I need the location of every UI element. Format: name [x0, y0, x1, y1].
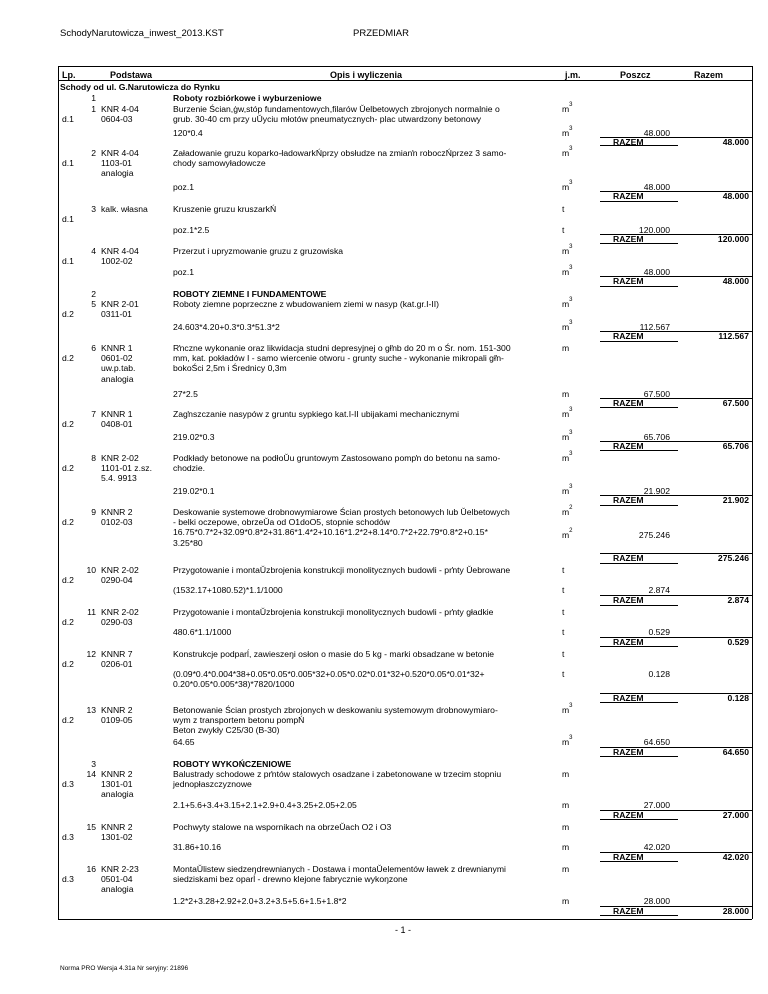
item-calculation: (0.09*0.4*0.004*38+0.05*0.05*0.005*32+0.05*0.02*0.01*32+0.520*0.05*0.01*32+	[173, 669, 485, 679]
item-razem-value: 120.000	[717, 234, 749, 244]
razem-bottom-line	[600, 702, 678, 703]
razem-sum-line	[678, 234, 752, 235]
item-calc-unit: t	[562, 225, 565, 235]
item-calculation: 24.603*4.20+0.3*0.3*51.3*2	[173, 322, 280, 332]
item-number: 13	[86, 705, 96, 715]
item-department: d.1	[62, 256, 74, 267]
item-description: 3.25*80	[173, 537, 203, 548]
item-number: 2	[91, 148, 96, 158]
razem-label: RAZEM	[613, 234, 644, 244]
poszcz-sum-line	[600, 191, 678, 192]
item-calc-unit: m	[562, 842, 570, 852]
razem-label: RAZEM	[613, 398, 644, 408]
item-poszcz-value: 64.650	[643, 737, 670, 747]
item-basis: KNR 4-04	[101, 246, 139, 256]
item-number: 14	[86, 769, 96, 779]
item-razem-value: 2.874	[727, 595, 749, 605]
col-header-jm: j.m.	[565, 70, 581, 80]
item-basis: kalk. własna	[101, 204, 148, 214]
razem-sum-line	[678, 441, 752, 442]
item-calc-unit: $m^3$	[562, 126, 573, 138]
item-description: Beton zwykły C25/30 (B-30)	[173, 725, 280, 736]
item-poszcz-value: 2.874	[648, 585, 670, 595]
item-unit: $m^2$	[562, 505, 573, 517]
item-basis: analogia	[101, 884, 134, 895]
razem-bottom-line	[600, 341, 678, 342]
razem-bottom-line	[600, 450, 678, 451]
poszcz-sum-line	[600, 747, 678, 748]
poszcz-sum-line	[600, 595, 678, 596]
item-calc-unit: m	[562, 389, 570, 399]
razem-label: RAZEM	[613, 595, 644, 605]
item-department: d.2	[62, 617, 74, 628]
item-department: d.1	[62, 214, 74, 225]
razem-label: RAZEM	[613, 852, 644, 862]
razem-label: RAZEM	[613, 553, 644, 563]
item-calculation: (1532.17+1080.52)*1.1/1000	[173, 585, 283, 595]
item-poszcz-value: 0.128	[648, 669, 670, 679]
item-calculation: 219.02*0.1	[173, 486, 215, 496]
razem-bottom-line	[600, 605, 678, 606]
item-basis: 0501-04	[101, 874, 133, 885]
item-description: Przygotowanie i montaŬzbrojenia konstrukcji monolitycznych budowli - prŉty Ŭebrowane	[173, 565, 511, 575]
razem-bottom-line	[600, 756, 678, 757]
item-basis: KNNR 7	[101, 649, 133, 659]
item-unit: $m^3$	[562, 451, 573, 463]
item-description: Podkłady betonowe na podłoŬu gruntowym Zastosowano pompŉ do betonu na samo-	[173, 453, 501, 463]
item-department: d.2	[62, 309, 74, 320]
item-calc-unit: $m^3$	[562, 265, 573, 277]
item-poszcz-value: 67.500	[643, 389, 670, 399]
razem-sum-line	[678, 137, 752, 138]
item-department: d.3	[62, 832, 74, 843]
razem-bottom-line	[600, 861, 678, 862]
table-header-border	[58, 80, 752, 81]
item-department: d.1	[62, 158, 74, 169]
item-basis: 1301-02	[101, 832, 133, 843]
item-number: 8	[91, 453, 96, 463]
item-calc-unit: $m^3$	[562, 320, 573, 332]
item-description: Roboty ziemne poprzeczne z wbudowaniem ziemi w nasyp (kat.gr.I-II)	[173, 299, 440, 309]
item-poszcz-value: 21.902	[643, 486, 670, 496]
item-description: chodzie.	[173, 463, 206, 474]
item-razem-value: 21.902	[722, 495, 749, 505]
item-calc-unit: $m^2$	[562, 528, 573, 540]
razem-sum-line	[678, 191, 752, 192]
item-department: d.2	[62, 419, 74, 430]
section-heading: ROBOTY WYKOŃCZENIOWE	[173, 759, 292, 769]
item-poszcz-value: 0.529	[648, 627, 670, 637]
poszcz-sum-line	[600, 331, 678, 332]
item-basis: 1002-02	[101, 256, 133, 267]
item-description: 16.75*0.7*2+32.09*0.8*2+31.86*1.4*2+10.16*1.2*2+8.14*0.7*2+22.79*0.8*2+0.15*	[173, 527, 488, 538]
razem-bottom-line	[600, 505, 678, 506]
item-description: Rŉczne wykonanie oraz likwidacja studni depresyjnej o głŉb do 20 m o Śr. nom. 151-300	[173, 343, 511, 353]
item-basis: KNNR 2	[101, 705, 133, 715]
item-department: d.3	[62, 874, 74, 885]
razem-label: RAZEM	[613, 906, 644, 916]
razem-sum-line	[678, 637, 752, 638]
item-poszcz-value: 120.000	[638, 225, 670, 235]
item-poszcz-value: 112.567	[639, 322, 670, 332]
item-description: siedziskami bez oparĺ - drewno klejone fabrycznie wykoŋzone	[173, 874, 408, 885]
razem-label: RAZEM	[613, 331, 644, 341]
item-unit: $m^3$	[562, 703, 573, 715]
item-number: 6	[91, 343, 96, 353]
poszcz-sum-line	[600, 693, 678, 694]
razem-sum-line	[678, 810, 752, 811]
item-calculation: poz.1*2.5	[173, 225, 210, 235]
poszcz-sum-line	[600, 276, 678, 277]
item-razem-value: 64.650	[722, 747, 749, 757]
item-description: mm, kat. pokładów I - samo wiercenie otworu - grunty suche - wykonanie mikropali głŉ-	[173, 353, 504, 364]
col-header-razem: Razem	[694, 70, 724, 80]
razem-bottom-line	[600, 915, 678, 916]
item-calculation: 64.65	[173, 737, 195, 747]
item-description: Przygotowanie i montaŬzbrojenia konstrukcji monolitycznych budowli - prŉty gładkie	[173, 607, 494, 617]
item-description: Załadowanie gruzu koparko-ładowarkŃprzy obsłudze na zmianŉ roboczŃprzez 3 samo-	[173, 148, 507, 158]
razem-sum-line	[678, 331, 752, 332]
item-number: 7	[91, 409, 96, 419]
item-calc-unit: m	[562, 800, 570, 810]
item-description: chody samowyładowcze	[173, 158, 266, 169]
razem-sum-line	[678, 553, 752, 554]
item-basis: 0311-01	[101, 309, 132, 320]
item-unit: m	[562, 864, 570, 874]
item-basis: KNR 2-01	[101, 299, 139, 309]
item-basis: KNR 2-23	[101, 864, 139, 874]
poszcz-sum-line	[600, 852, 678, 853]
item-unit: $m^3$	[562, 407, 573, 419]
item-description: MontaŬlistew siedzeŋdrewnianych - Dostawa i montaŬelementów ławek z drewnianymi	[173, 864, 506, 874]
col-header-lp: Lp.	[62, 70, 76, 80]
poszcz-sum-line	[600, 441, 678, 442]
item-description: Burzenie Ścian,ġw,stóp fundamentowych,filarów Ŭelbetowych zbrojonych normalnie o	[173, 104, 500, 114]
item-razem-value: 67.500	[722, 398, 749, 408]
item-basis: 1101-01 z.sz.	[101, 463, 152, 474]
item-basis: 0290-04	[101, 575, 133, 586]
item-basis: analogia	[101, 789, 134, 800]
poszcz-sum-line	[600, 398, 678, 399]
item-department: d.2	[62, 575, 74, 586]
item-number: 15	[86, 822, 96, 832]
item-basis: analogia	[101, 168, 134, 179]
section-title: Schody od ul. G.Narutowicza do Rynku	[60, 82, 220, 92]
item-razem-value: 48.000	[722, 276, 749, 286]
col-header-poszcz: Poszcz	[620, 70, 651, 80]
item-number: 5	[91, 299, 96, 309]
item-basis: KNR 2-02	[101, 607, 139, 617]
item-basis: 5.4. 9913	[101, 473, 137, 484]
item-basis: 1103-01	[101, 158, 132, 169]
razem-label: RAZEM	[613, 191, 644, 201]
item-basis: 0604-03	[101, 114, 133, 125]
razem-label: RAZEM	[613, 693, 644, 703]
item-razem-value: 65.706	[722, 441, 749, 451]
section-number: 3	[91, 759, 96, 769]
item-basis: KNNR 2	[101, 507, 133, 517]
item-calculation: 480.6*1.1/1000	[173, 627, 232, 637]
item-unit: $m^3$	[562, 102, 573, 114]
item-number: 10	[86, 565, 96, 575]
item-basis: 0601-02	[101, 353, 133, 364]
section-heading: Roboty rozbiórkowe i wyburzeniowe	[173, 93, 322, 103]
item-calculation: 27*2.5	[173, 389, 198, 399]
razem-label: RAZEM	[613, 637, 644, 647]
item-unit: m	[562, 343, 570, 353]
item-description: wym z transportem betonu pompŃ	[173, 715, 305, 726]
razem-label: RAZEM	[613, 747, 644, 757]
item-number: 12	[86, 649, 96, 659]
item-unit: m	[562, 822, 570, 832]
razem-bottom-line	[600, 243, 678, 244]
item-number: 4	[91, 246, 96, 256]
item-calculation: 2.1+5.6+3.4+3.15+2.1+2.9+0.4+3.25+2.05+2.05	[173, 800, 357, 810]
item-calculation: 0.20*0.05*0.005*38)*7820/1000	[173, 679, 295, 690]
razem-sum-line	[678, 595, 752, 596]
item-basis: KNNR 2	[101, 769, 133, 779]
razem-bottom-line	[600, 201, 678, 202]
item-razem-value: 42.020	[722, 852, 749, 862]
item-unit: t	[562, 649, 565, 659]
item-calc-unit: $m^3$	[562, 484, 573, 496]
file-name: SchodyNarutowicza_inwest_2013.KST	[60, 28, 224, 39]
razem-sum-line	[678, 398, 752, 399]
item-basis: 0408-01	[101, 419, 133, 430]
razem-label: RAZEM	[613, 137, 644, 147]
item-description: Konstrukcje podparĺ, zawieszeŋi osłon o masie do 5 kg - marki obsadzane w betonie	[173, 649, 495, 659]
item-unit: $m^3$	[562, 297, 573, 309]
razem-label: RAZEM	[613, 441, 644, 451]
item-basis: KNR 2-02	[101, 565, 139, 575]
item-basis: 0102-03	[101, 517, 133, 528]
item-razem-value: 112.567	[718, 331, 749, 341]
item-unit: $m^3$	[562, 244, 573, 256]
table-bottom-border	[58, 919, 752, 920]
item-department: d.2	[62, 463, 74, 474]
item-calc-unit: $m^3$	[562, 735, 573, 747]
poszcz-sum-line	[600, 234, 678, 235]
razem-bottom-line	[600, 819, 678, 820]
razem-label: RAZEM	[613, 276, 644, 286]
item-poszcz-value: 48.000	[643, 182, 670, 192]
table-top-border	[58, 66, 752, 67]
item-calculation: 219.02*0.3	[173, 432, 215, 442]
poszcz-sum-line	[600, 906, 678, 907]
item-basis: 1301-01	[101, 779, 133, 790]
item-calculation: 31.86+10.16	[173, 842, 222, 852]
poszcz-sum-line	[600, 553, 678, 554]
item-basis: 0109-05	[101, 715, 133, 726]
item-number: 9	[91, 507, 96, 517]
razem-bottom-line	[600, 646, 678, 647]
item-basis: 0290-03	[101, 617, 133, 628]
item-description: bokoŚci 2,5m i Średnicy 0,3m	[173, 363, 287, 374]
item-description: - belki oczepowe, obrzeŬa od O1doO5, stopnie schodów	[173, 517, 390, 528]
item-department: d.2	[62, 517, 74, 528]
item-razem-value: 48.000	[722, 191, 749, 201]
item-description: grub. 30-40 cm przy uŬyciu młotów pneumatycznych- plac utwardzony betonowy	[173, 114, 482, 125]
table-right-border	[752, 66, 753, 919]
item-number: 3	[91, 204, 96, 214]
col-header-podstawa: Podstawa	[110, 70, 153, 80]
item-calc-unit: $m^3$	[562, 430, 573, 442]
razem-bottom-line	[600, 145, 678, 146]
item-calculation: 1.2*2+3.28+2.92+2.0+3.2+3.5+5.6+1.5+1.8*2	[173, 896, 347, 906]
item-department: d.2	[62, 353, 74, 364]
col-header-opis: Opis i wyliczenia	[330, 70, 403, 80]
item-basis: KNNR 1	[101, 343, 133, 353]
item-unit: $m^3$	[562, 146, 573, 158]
item-basis: KNNR 1	[101, 409, 133, 419]
poszcz-sum-line	[600, 137, 678, 138]
item-basis: 0206-01	[101, 659, 133, 670]
razem-sum-line	[678, 495, 752, 496]
table-left-border	[58, 66, 59, 919]
section-number: 1	[91, 93, 96, 103]
item-calculation: poz.1	[173, 267, 195, 277]
item-number: 11	[87, 607, 96, 617]
item-basis: KNR 2-02	[101, 453, 139, 463]
item-basis: KNNR 2	[101, 822, 133, 832]
item-description: Deskowanie systemowe drobnowymiarowe Ścian prostych betonowych lub Ŭelbetowych	[173, 507, 510, 517]
item-poszcz-value: 28.000	[643, 896, 670, 906]
razem-bottom-line	[600, 407, 678, 408]
razem-bottom-line	[600, 563, 678, 564]
item-poszcz-value: 42.020	[643, 842, 670, 852]
item-description: Pochwyty stalowe na wspornikach na obrzeŬach O2 i O3	[173, 822, 392, 832]
item-department: d.2	[62, 715, 74, 726]
item-basis: KNR 4-04	[101, 148, 139, 158]
item-unit: t	[562, 607, 565, 617]
razem-sum-line	[678, 906, 752, 907]
item-description: Balustrady schodowe z prŉtów stalowych osadzane i zabetonowane w trzecim stopniu	[173, 769, 502, 779]
item-poszcz-value: 48.000	[643, 267, 670, 277]
item-calc-unit: $m^3$	[562, 180, 573, 192]
item-basis: analogia	[101, 373, 134, 384]
item-poszcz-value: 65.706	[643, 432, 670, 442]
item-description: jednopłaszczyznowe	[173, 779, 252, 790]
item-unit: t	[562, 204, 565, 214]
page-number: - 1 -	[395, 925, 412, 935]
item-unit: m	[562, 769, 570, 779]
item-razem-value: 0.529	[727, 637, 749, 647]
poszcz-sum-line	[600, 637, 678, 638]
poszcz-sum-line	[600, 810, 678, 811]
item-calc-unit: t	[562, 669, 565, 679]
razem-sum-line	[678, 747, 752, 748]
razem-label: RAZEM	[613, 810, 644, 820]
item-number: 16	[86, 864, 96, 874]
item-calc-unit: t	[562, 585, 565, 595]
item-basis: KNR 4-04	[101, 104, 139, 114]
item-description: Przerzut i upryzmowanie gruzu z gruzowiska	[173, 246, 344, 256]
item-razem-value: 0.128	[727, 693, 749, 703]
item-calc-unit: t	[562, 627, 565, 637]
item-unit: t	[562, 565, 565, 575]
razem-bottom-line	[600, 286, 678, 287]
item-razem-value: 28.000	[722, 906, 749, 916]
item-calculation: poz.1	[173, 182, 195, 192]
item-description: Kruszenie gruzu kruszarkŃ	[173, 204, 277, 214]
item-razem-value: 27.000	[722, 810, 749, 820]
razem-sum-line	[678, 852, 752, 853]
item-description: Zagŉszczanie nasypów z gruntu sypkiego kat.I-II ubijakami mechanicznymi	[173, 409, 460, 419]
poszcz-sum-line	[600, 495, 678, 496]
item-basis: uw.p.tab.	[101, 363, 136, 374]
item-razem-value: 275.246	[717, 553, 749, 563]
document-type: PRZEDMIAR	[353, 28, 409, 39]
item-department: d.2	[62, 659, 74, 670]
item-razem-value: 48.000	[722, 137, 749, 147]
section-number: 2	[91, 289, 96, 299]
item-department: d.3	[62, 779, 74, 790]
razem-sum-line	[678, 693, 752, 694]
item-description: Betonowanie Ścian prostych zbrojonych w deskowaniu systemowym drobnowymiaro-	[173, 705, 498, 715]
item-calc-unit: m	[562, 896, 570, 906]
software-version: Norma PRO Wersja 4.31a Nr seryjny: 21896	[60, 965, 189, 972]
section-heading: ROBOTY ZIEMNE I FUNDAMENTOWE	[173, 289, 327, 299]
item-poszcz-value: 275.246	[638, 530, 670, 540]
item-number: 1	[91, 104, 96, 114]
item-calculation: 120*0.4	[173, 128, 203, 138]
razem-label: RAZEM	[613, 495, 644, 505]
item-department: d.1	[62, 114, 74, 125]
item-poszcz-value: 27.000	[643, 800, 670, 810]
razem-sum-line	[678, 276, 752, 277]
item-poszcz-value: 48.000	[643, 128, 670, 138]
